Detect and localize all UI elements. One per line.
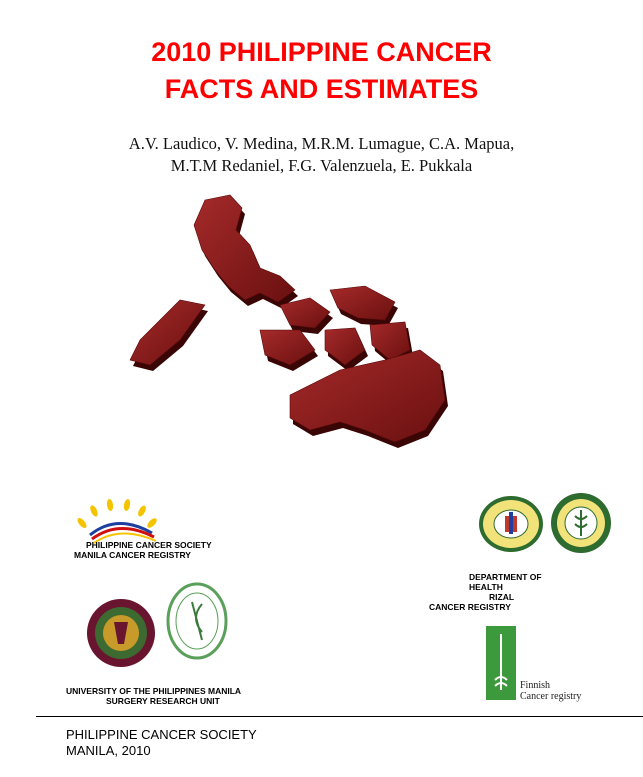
up-label-line-2: SURGERY RESEARCH UNIT [106,696,220,706]
finnish-registry-logo-icon [486,626,516,700]
title-line-1: 2010 PHILIPPINE CANCER [151,37,492,67]
doh-seal-icon [476,494,546,554]
philippines-map-image [110,190,470,465]
up-label-line-1: UNIVERSITY OF THE PHILIPPINES MANILA [66,686,242,696]
pcs-label-line-1: PHILIPPINE CANCER SOCIETY [86,540,212,550]
finnish-label-line-1: Finnish [520,680,551,691]
rizal-label-line-1: RIZAL [489,592,515,602]
luzon-shape [194,195,295,302]
footer-place-year: MANILA, 2010 [66,743,151,758]
rizal-label-line-2: CANCER REGISTRY [429,602,511,612]
footer-publisher: PHILIPPINE CANCER SOCIETY [66,727,257,742]
up-centennial-seal-icon [84,598,158,668]
samar-shape [330,286,395,320]
up-pgh-surgery-seal-icon [166,582,228,660]
pcs-label-line-2: MANILA CANCER REGISTRY [74,550,191,560]
rizal-medical-center-seal-icon [548,492,614,554]
finnish-label-line-2: Cancer registry [520,691,582,702]
doh-label-line-2: HEALTH [469,582,503,592]
doh-label-line-1: DEPARTMENT OF [469,572,542,582]
pcs-sun-logo-icon [72,495,162,545]
title-line-2: FACTS AND ESTIMATES [164,74,479,104]
authors-line-1: A.V. Laudico, V. Medina, M.R.M. Lumague, C.A. Mapua, [128,134,515,153]
mindanao-shape [290,350,445,442]
footer-divider [36,716,643,717]
finnish-registry-text [520,680,581,702]
authors-line-2: M.T.M Redaniel, F.G. Valenzuela, E. Pukkala [170,156,473,175]
